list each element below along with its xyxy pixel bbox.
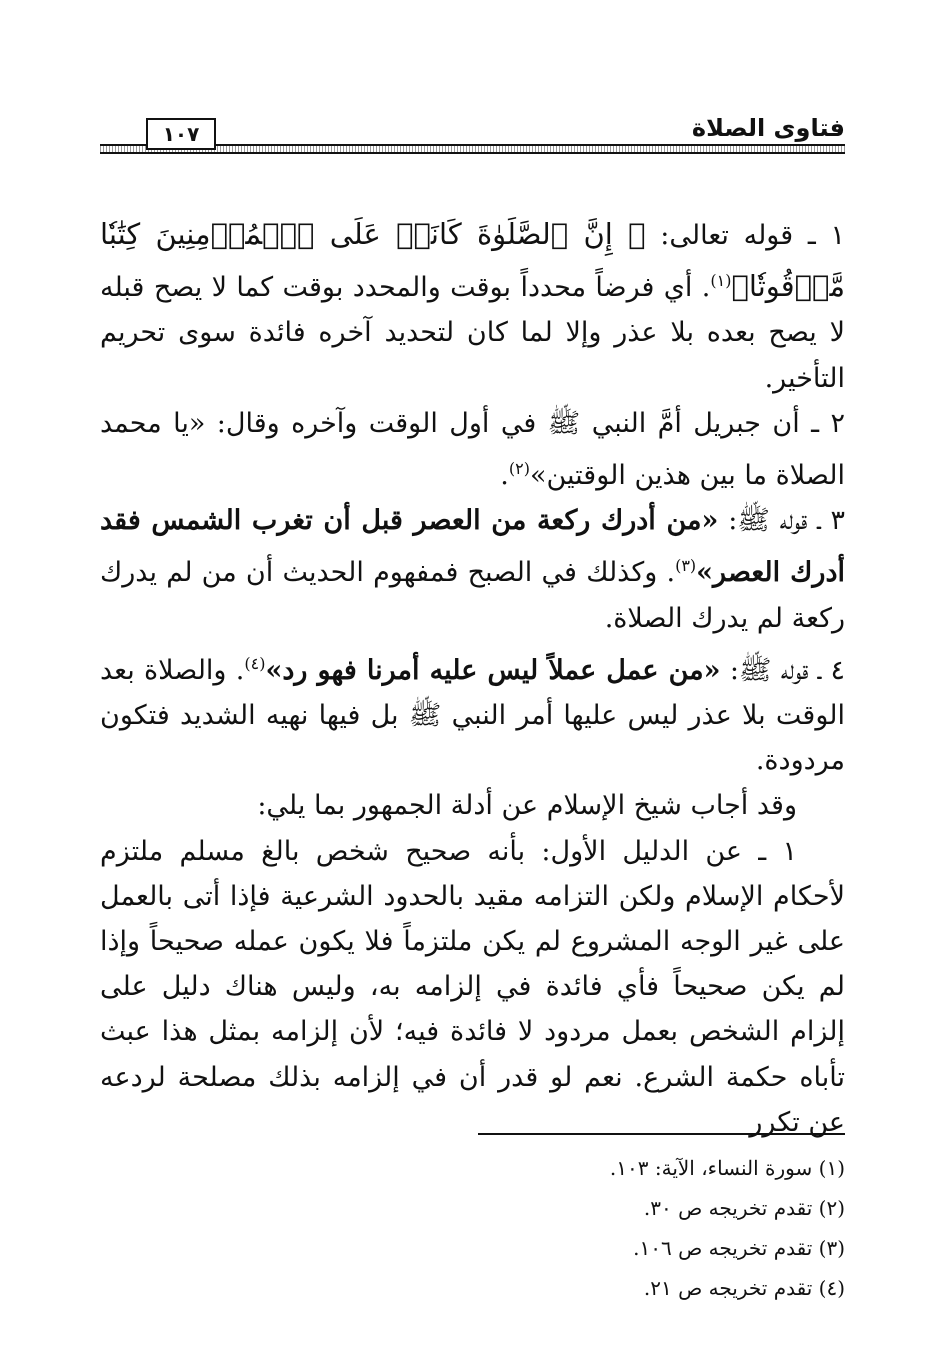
footnote-separator (478, 1133, 845, 1135)
footnote-1: (١) سورة النساء، الآية: ١٠٣. (609, 1156, 845, 1180)
paragraph-tail: . (500, 460, 509, 492)
quran-verse: ﴿ إِنَّ ٱلصَّلَوٰةَ كَانَتۡ عَلَى ٱلۡمُؤۡمِنِينَ كِتَٰبٗا مَّوۡقُوتٗا﴾ (100, 217, 845, 304)
item-number: ٣ ـ (817, 505, 845, 537)
item-number: ١ ـ (807, 220, 845, 251)
paragraph-1 (100, 212, 845, 401)
paragraph-lead: قوله ﷺ: (729, 654, 809, 686)
footnote-ref: (٢) (508, 459, 530, 479)
footnote-4: (٤) تقدم تخريجه ص ٢١. (643, 1276, 845, 1300)
footnote-ref: (٣) (675, 556, 697, 576)
paragraph-4 (100, 641, 845, 784)
book-title: فتاوى الصلاة (691, 114, 845, 142)
paragraph-text: . أي فرضاً محدداً بوقت والمحدد بوقت كما لا يصح قبله لا يصح بعده بلا عذر وإلا لما كان لتحديد آخره فائدة سوى تحريم التأخير. (100, 272, 845, 394)
paragraph-text: أن جبريل أمَّ النبي ﷺ في أول الوقت وآخره وقال: «يا محمد الصلاة ما بين هذين الوقتين» (100, 407, 845, 492)
paragraph-5: وقد أجاب شيخ الإسلام عن أدلة الجمهور بما يلي: (257, 790, 797, 822)
paragraph-3 (100, 498, 845, 641)
footnote-ref: (١) (710, 271, 732, 291)
paragraph-text: . والصلاة بعد الوقت بلا عذر ليس عليها أمر النبي ﷺ بل فيها نهيه الشديد فتكون مردودة. (100, 654, 845, 777)
paragraph-lead: قوله ﷺ: (728, 505, 808, 537)
item-number: ٤ ـ (817, 654, 845, 686)
footnotes (100, 1148, 845, 1308)
hadith-quote: «من أدرك ركعة من العصر قبل أن تغرب الشمس فقد أدرك العصر» (100, 505, 845, 589)
page-number: ١٠٧ (146, 118, 216, 150)
footnote-3: (٣) تقدم تخريجه ص ١٠٦. (633, 1236, 845, 1260)
paragraph-lead: قوله تعالى: (660, 220, 794, 251)
paragraph-6: ١ ـ عن الدليل الأول: بأنه صحيح شخص بالغ مسلم ملتزم لأحكام الإسلام ولكن التزامه مقيد بالحدود الشرعية فإذا أتى بالعمل على غير الوجه المشروع لم يكن ملتزماً فلا يكون عمله صحيحاً وإذا لم يكن صحيحاً فأي فائدة في إلزامه به، وليس هناك دليل على إلزام الشخص بعمل مردود لا فائدة فيه؛ لأن إلزامه بمثل هذا عبث تأباه حكمة الشرع. نعم لو قدر أن في إلزامه بذلك مصلحة لردعه عن تكرر (100, 835, 845, 1138)
hadith-quote: «من عمل عملاً ليس عليه أمرنا فهو رد» (265, 654, 721, 686)
footnote-2: (٢) تقدم تخريجه ص ٣٠. (643, 1196, 845, 1220)
main-text (100, 212, 845, 1145)
footnote-ref: (٤) (244, 653, 266, 673)
page-header (100, 112, 845, 162)
paragraph-text: . وكذلك في الصبح فمفهوم الحديث أن من لم يدرك ركعة لم يدرك الصلاة. (100, 557, 845, 634)
paragraph-2 (100, 401, 845, 498)
item-number: ٢ ـ (811, 407, 845, 439)
